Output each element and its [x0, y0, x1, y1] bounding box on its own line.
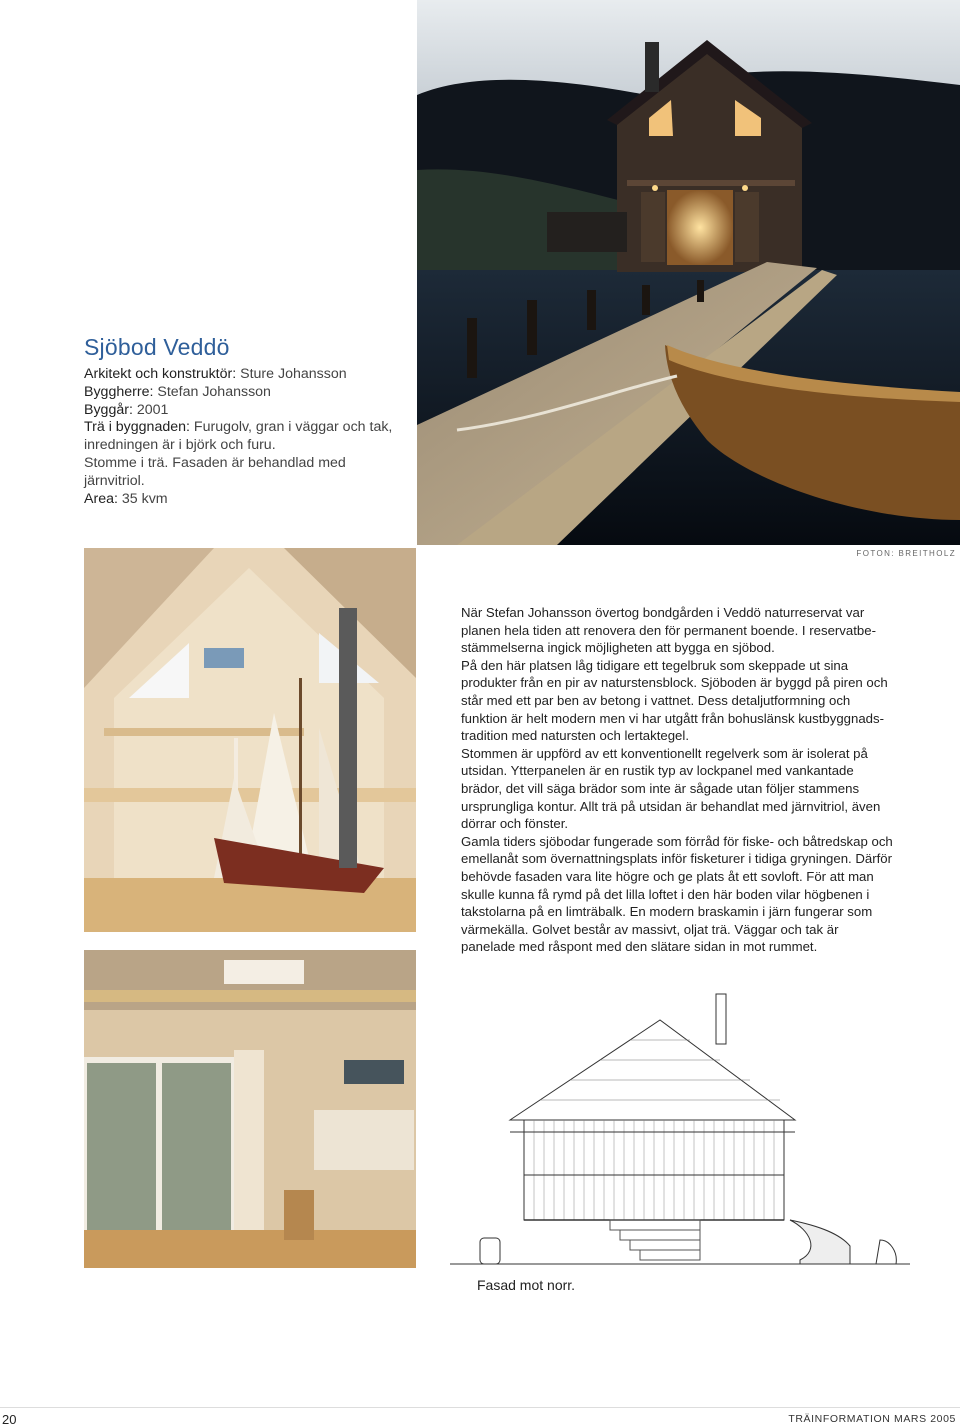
article-body [461, 604, 896, 956]
body-paragraph: Stommen är uppförd av ett konventionellt regelverk som är isolerat på utsidan. Ytterpanelen är en rustik typ av lockpanel med vankantade brädor, det vill säga brädor som inte är sågade utan följer stammens ursprungliga kontur. Allt trä på utsidan är behandlat med järnvitriol, även dörrar och fönster. [461, 745, 881, 832]
fact-architect: Arkitekt och konstruktör: Sture Johansson [84, 366, 347, 382]
journal-footer: TRÄINFORMATION MARS 2005 [788, 1413, 956, 1425]
photo-loft-model-ship [84, 548, 416, 932]
fact-wood: Trä i byggnaden: Furugolv, gran i väggar och tak, inredningen är i björk och furu. [84, 419, 393, 454]
boathouse-pier-image [417, 0, 960, 545]
photo-boathouse-pier [417, 0, 960, 545]
photo-credit: FOTON: BREITHOLZ [856, 549, 956, 558]
facade-north-drawing [450, 990, 910, 1268]
facade-drawing [450, 990, 910, 1268]
article-title: Sjöbod Veddö [84, 334, 230, 360]
body-paragraph: När Stefan Johansson övertog bondgården i Veddö naturreservat var planen hela tiden att renovera den för permanent boende. I reservatbestämmelserna ingick möjligheten att bygga en sjöbod. [461, 605, 876, 656]
footer-divider [0, 1407, 960, 1408]
photo-interior-kitchen [84, 950, 416, 1268]
fact-year: Byggår: 2001 [84, 401, 169, 418]
body-paragraph: Gamla tiders sjöbodar fungerade som förråd för fiske- och båtredskap och emellanåt som övernattningsplats inför fisketurer i tidiga gryningen. Därför behövde fasaden vara lite högre och ge plats åt ett sovloft. För att man skulle kunna få rymd på det lilla loftet i den här boden vilar högbenen i takstolarna på en limträbalk. En modern braskamin i järn fungerar som värmekälla. Golvet består av massivt, oljat trä. Väggar och tak är panelade med råspont med den slätare sidan in mot rummet. [461, 833, 893, 955]
fact-frame: Stomme i trä. Fasaden är behandlad med järnvitriol. [84, 454, 346, 489]
interior-image [84, 950, 416, 1268]
fact-client: Byggherre: Stefan Johansson [84, 383, 271, 400]
fact-list [84, 366, 404, 508]
page-number: 20 [2, 1412, 17, 1427]
drawing-caption: Fasad mot norr. [477, 1277, 576, 1293]
loft-image [84, 548, 416, 932]
body-paragraph: På den här platsen låg tidigare ett tegelbruk som skeppade ut sina produkter från en pir av naturstensblock. Sjöboden är byggd på piren och står med ett par ben av betong i vattnet. Dess detaljutformning och funktion är helt modern men vi har utgått från bohuslänsk kustbyggnadstradition med natursten och lertaktegel. [461, 657, 888, 744]
fact-area: Area: 35 kvm [84, 490, 168, 507]
